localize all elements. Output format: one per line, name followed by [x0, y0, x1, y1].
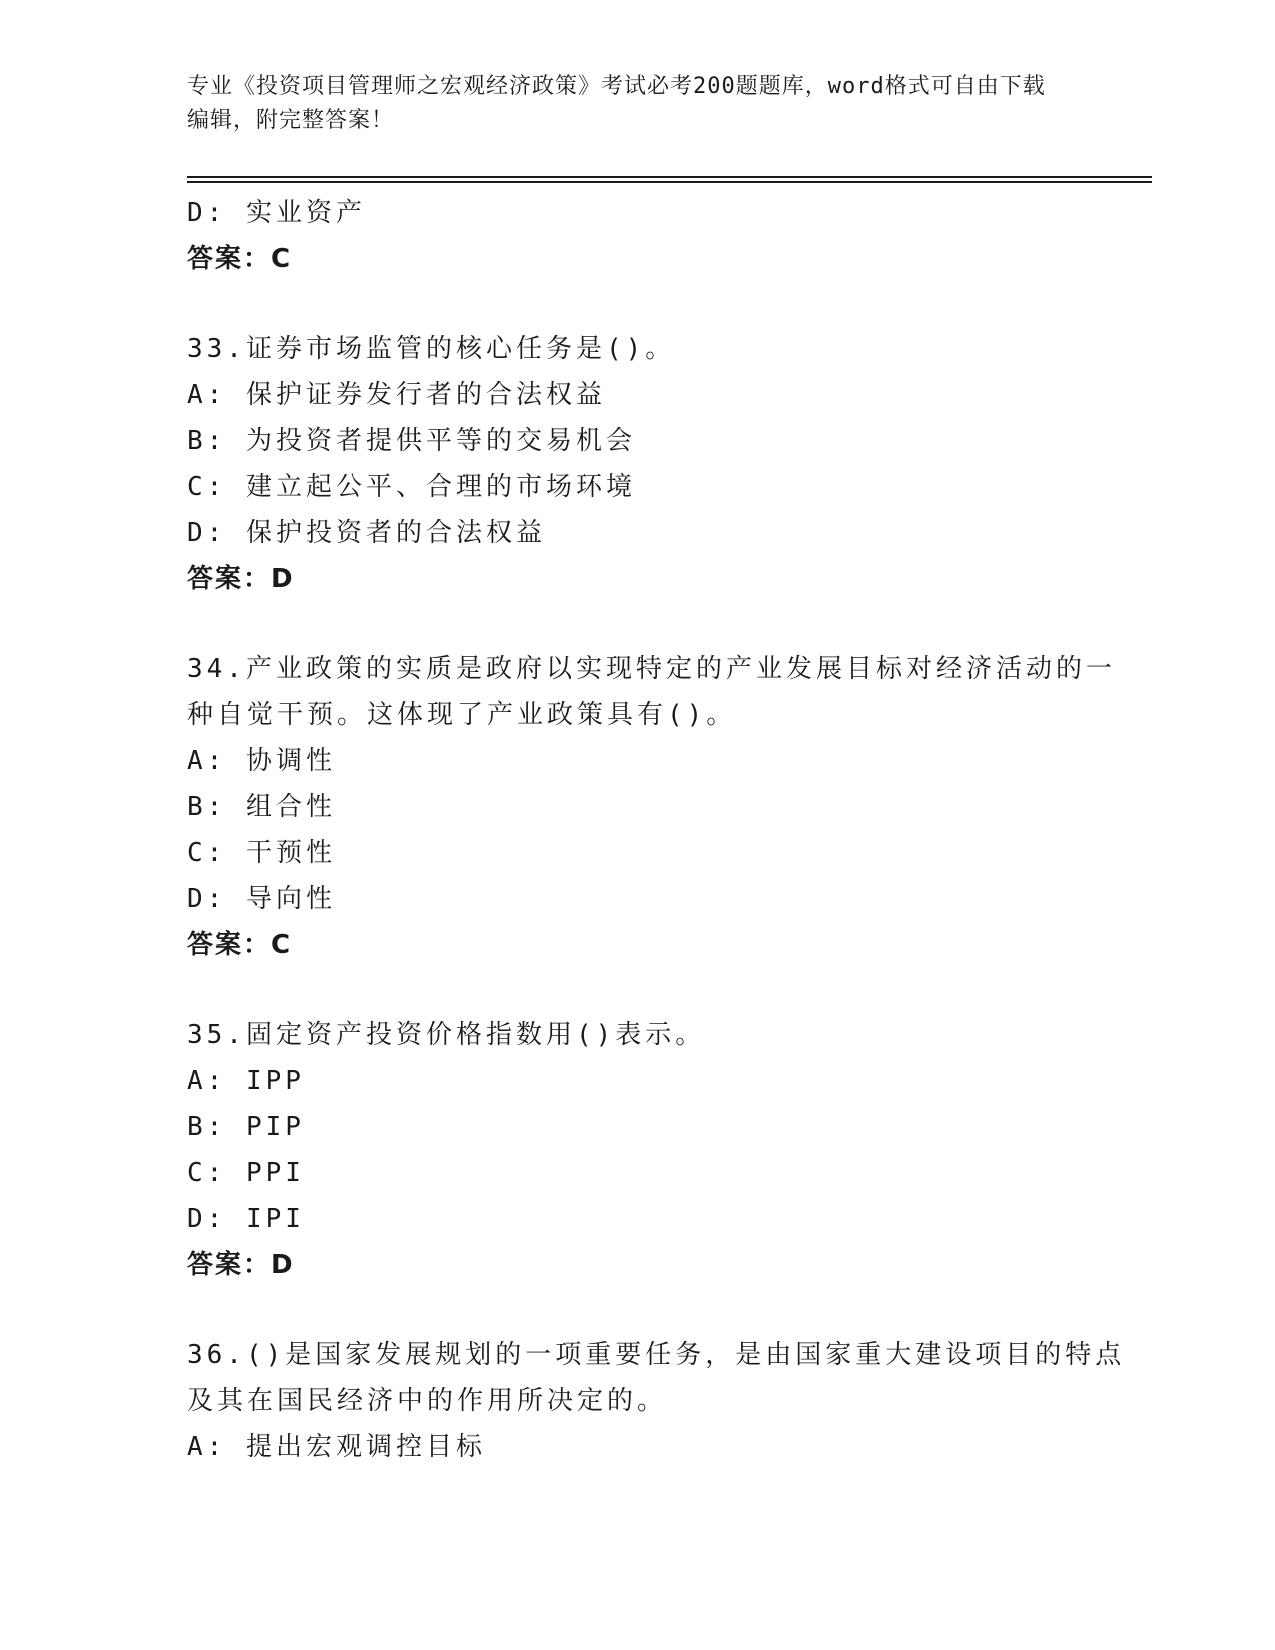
- option-d: D: 保护投资者的合法权益: [187, 518, 546, 548]
- option-a: A: 协调性: [187, 746, 336, 776]
- question-block-35: [187, 1012, 1087, 1288]
- question-block-36: [187, 1332, 1126, 1470]
- option-b: B: 为投资者提供平等的交易机会: [187, 426, 636, 456]
- header-divider-top: [187, 176, 1152, 178]
- question-stem-line-1: 36.()是国家发展规划的一项重要任务，是由国家重大建设项目的特点: [187, 1340, 1126, 1370]
- question-block-34: [187, 646, 1116, 968]
- option-a: A: 提出宏观调控目标: [187, 1432, 486, 1462]
- answer-label: 答案：C: [187, 930, 293, 960]
- answer-label: 答案：D: [187, 1250, 295, 1280]
- header-divider-bottom: [187, 181, 1152, 183]
- option-d: D: 实业资产: [187, 198, 366, 228]
- question-stem: 33.证券市场监管的核心任务是()。: [187, 334, 676, 364]
- document-header: 专业《投资项目管理师之宏观经济政策》考试必考200题题库，word格式可自由下载编辑，附完整答案！: [187, 74, 1046, 133]
- question-stem-line-1: 34.产业政策的实质是政府以实现特定的产业发展目标对经济活动的一: [187, 654, 1116, 684]
- spacer: [187, 282, 1087, 326]
- spacer: [187, 1288, 1087, 1332]
- option-a: A: IPP: [187, 1066, 305, 1096]
- question-block-33: [187, 326, 1087, 602]
- option-c: C: 干预性: [187, 838, 336, 868]
- spacer: [187, 968, 1087, 1012]
- option-c: C: 建立起公平、合理的市场环境: [187, 472, 636, 502]
- question-stem-line-2: 种自觉干预。这体现了产业政策具有()。: [187, 700, 737, 730]
- answer-label: 答案：C: [187, 244, 293, 274]
- spacer: [187, 602, 1087, 646]
- question-block-32-tail: [187, 190, 1087, 282]
- option-d: D: 导向性: [187, 884, 336, 914]
- option-a: A: 保护证券发行者的合法权益: [187, 380, 606, 410]
- option-b: B: 组合性: [187, 792, 336, 822]
- question-stem: 35.固定资产投资价格指数用()表示。: [187, 1020, 706, 1050]
- option-c: C: PPI: [187, 1158, 305, 1188]
- option-d: D: IPI: [187, 1204, 305, 1234]
- question-list: [187, 190, 1126, 1470]
- answer-label: 答案：D: [187, 564, 295, 594]
- question-stem-line-2: 及其在国民经济中的作用所决定的。: [187, 1386, 668, 1416]
- option-b: B: PIP: [187, 1112, 305, 1142]
